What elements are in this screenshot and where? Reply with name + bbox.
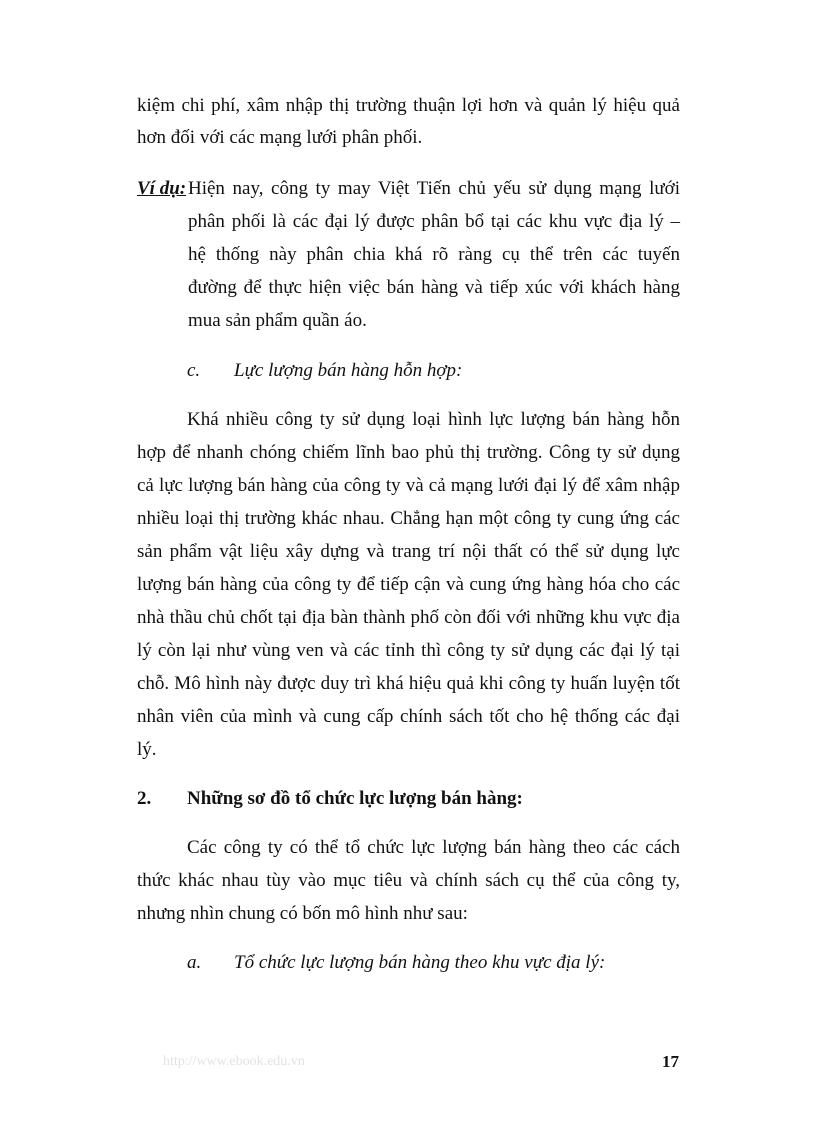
para-c-line-10: nhân viên của mình và cung cấp chính sách tốt cho hệ thống các đại [137,706,680,727]
para-2-line-2: thức khác nhau tùy vào mục tiêu và chính sách cụ thể của công ty, [137,870,680,891]
example-line-5: mua sản phẩm quần áo. [188,310,367,331]
para-c-line-3: cả lực lượng bán hàng của công ty và cả mạng lưới đại lý để xâm nhập [137,475,680,496]
example-line-4: đường để thực hiện việc bán hàng và tiếp xúc với khách hàng [188,277,680,298]
example-line-1: Hiện nay, công ty may Việt Tiến chủ yếu sử dụng mạng lưới [188,178,680,199]
intro-line-2: hơn đối với các mạng lưới phân phối. [137,127,423,148]
para-c-line-7: nhà thầu chủ chốt tại địa bàn thành phố còn đối với những khu vực địa [137,607,680,628]
para-c-line-8: lý còn lại như vùng ven và các tỉnh thì công ty sử dụng các đại lý tại [137,640,680,661]
example-line-2: phân phối là các đại lý được phân bổ tại các khu vực địa lý – [188,211,680,232]
heading-a-marker: a. [187,952,202,973]
para-c-line-6: lượng bán hàng của công ty để tiếp cận và cung ứng hàng hóa cho các [137,574,680,595]
intro-line-1: kiệm chi phí, xâm nhập thị trường thuận lợi hơn và quản lý hiệu quả [137,95,680,116]
footer-watermark-url: http://www.ebook.edu.vn [163,1054,305,1069]
example-line-3: hệ thống này phân chia khá rõ ràng cụ thể trên các tuyến [188,244,680,265]
para-2-line-1: Các công ty có thể tổ chức lực lượng bán hàng theo các cách [187,837,680,858]
section-2-title: Những sơ đồ tổ chức lực lượng bán hàng: [187,788,523,809]
para-2-line-3: nhưng nhìn chung có bốn mô hình như sau: [137,903,468,924]
para-c-line-4: nhiều loại thị trường khác nhau. Chẳng hạn một công ty cung ứng các [137,508,680,529]
para-c-line-9: chỗ. Mô hình này được duy trì khá hiệu quả khi công ty huấn luyện tốt [137,673,680,694]
para-c-line-11: lý. [137,739,157,760]
heading-c-marker: c. [187,360,201,381]
section-2-number: 2. [137,788,152,809]
heading-a-title: Tổ chức lực lượng bán hàng theo khu vực địa lý: [234,952,606,973]
para-c-line-2: hợp để nhanh chóng chiếm lĩnh bao phủ thị trường. Công ty sử dụng [137,442,680,463]
page-number: 17 [662,1052,679,1071]
heading-c-title: Lực lượng bán hàng hỗn hợp: [234,360,463,381]
para-c-line-5: sản phẩm vật liệu xây dựng và trang trí nội thất có thể sử dụng lực [137,541,680,562]
para-c-line-1: Khá nhiều công ty sử dụng loại hình lực lượng bán hàng hỗn [187,409,680,430]
example-label: Ví dụ: [137,178,187,199]
